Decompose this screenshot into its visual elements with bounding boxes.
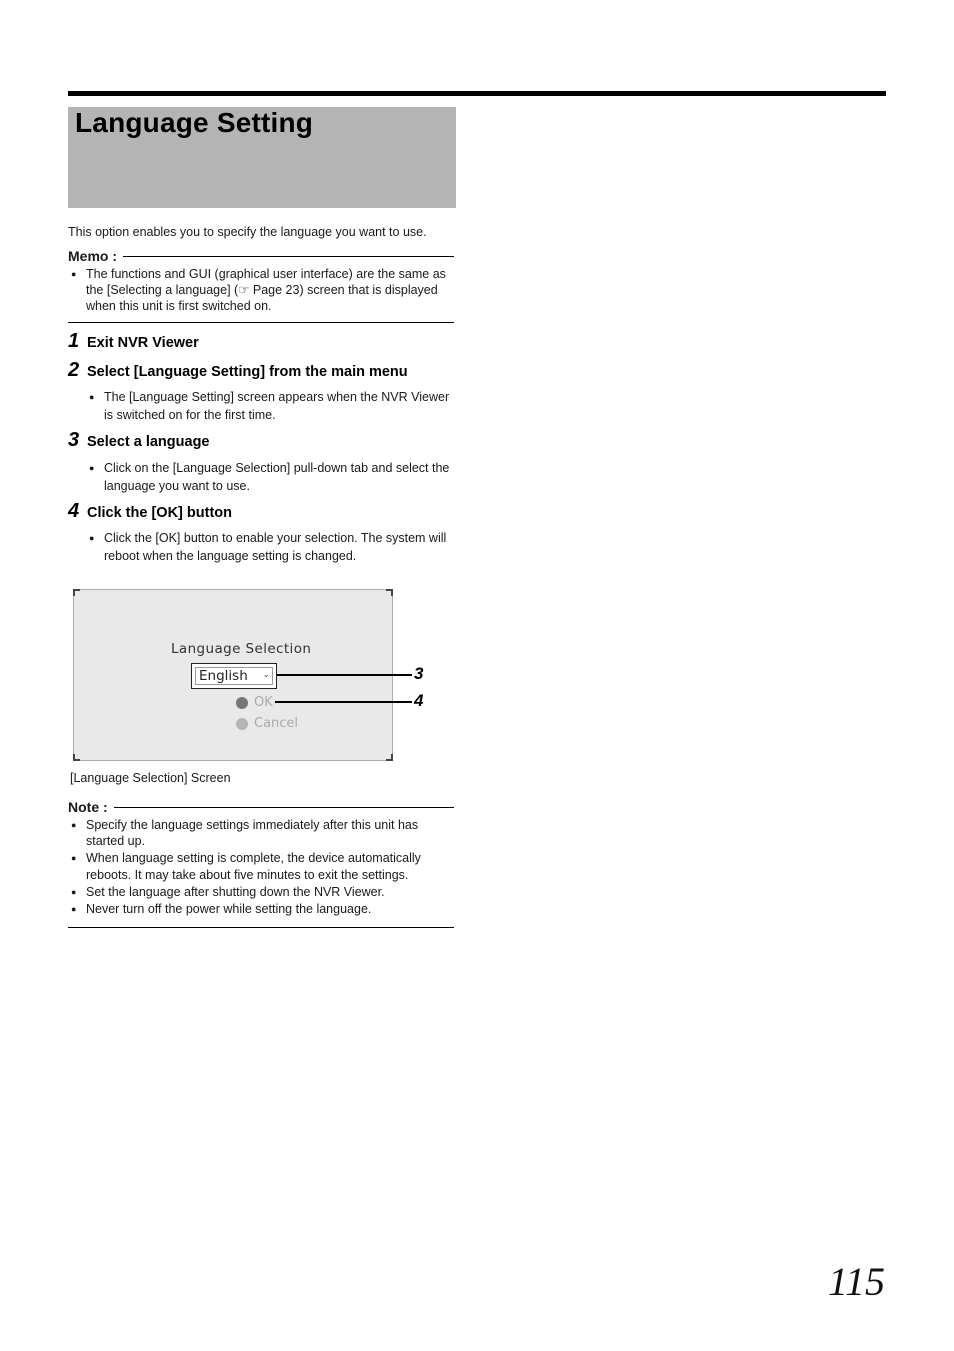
language-select-highlight bbox=[191, 663, 277, 689]
ok-label: OK bbox=[254, 695, 273, 710]
note-list bbox=[68, 817, 454, 917]
language-select-value: English bbox=[199, 668, 248, 684]
step-number: 1 bbox=[68, 330, 80, 352]
step-4-list bbox=[86, 530, 456, 565]
step-title: Click the [OK] button bbox=[87, 505, 232, 521]
note-box bbox=[68, 798, 454, 917]
cancel-label: Cancel bbox=[254, 716, 299, 731]
memo-list bbox=[68, 266, 454, 315]
note-item: ● When language setting is complete, the device automatically reboots. It may take about five minutes to exit the settings. bbox=[68, 850, 454, 882]
step-number: 4 bbox=[68, 500, 80, 522]
step-4 bbox=[68, 500, 232, 523]
memo-label: Memo : bbox=[68, 248, 117, 264]
top-rule bbox=[68, 91, 886, 96]
step-title: Select [Language Setting] from the main menu bbox=[87, 364, 408, 380]
step-4-body bbox=[86, 530, 456, 565]
step-3-body bbox=[86, 460, 456, 495]
callout-line-4 bbox=[275, 701, 412, 703]
callout-line-3 bbox=[277, 674, 412, 676]
memo-box bbox=[68, 247, 454, 315]
step-number: 3 bbox=[68, 429, 80, 451]
memo-item: ● The functions and GUI (graphical user interface) are the same as the [Selecting a language] (☞ Page 23) screen that is displayed when this unit is first switched on. bbox=[68, 266, 454, 315]
note-rule bbox=[114, 807, 454, 808]
callout-4: 4 bbox=[414, 691, 424, 710]
step-2 bbox=[68, 359, 408, 382]
radio-dot-icon bbox=[236, 718, 248, 730]
memo-rule bbox=[123, 256, 454, 257]
language-selection-label: Language Selection bbox=[171, 641, 312, 657]
step-3 bbox=[68, 429, 210, 452]
step-2-list bbox=[86, 389, 456, 424]
note-bottom-rule bbox=[68, 927, 454, 928]
step-1 bbox=[68, 330, 199, 353]
step-title: Exit NVR Viewer bbox=[87, 335, 199, 351]
radio-dot-icon bbox=[236, 697, 248, 709]
callout-3: 3 bbox=[414, 664, 424, 683]
chevron-down-icon: ⌄ bbox=[262, 669, 270, 679]
step-3-list bbox=[86, 460, 456, 495]
note-item: ● Never turn off the power while setting the language. bbox=[68, 901, 454, 917]
step-bullet: ● Click on the [Language Selection] pull-down tab and select the language you want to use. bbox=[86, 460, 456, 495]
cancel-button[interactable] bbox=[236, 716, 298, 731]
language-select[interactable] bbox=[195, 667, 273, 685]
title-box bbox=[68, 107, 456, 208]
note-item: ● Specify the language settings immediately after this unit has started up. bbox=[68, 817, 454, 849]
page-title: Language Setting bbox=[75, 107, 314, 138]
ok-button[interactable] bbox=[236, 695, 273, 710]
screen-caption: [Language Selection] Screen bbox=[70, 771, 231, 785]
memo-bottom-rule bbox=[68, 322, 454, 323]
step-2-body bbox=[86, 389, 456, 424]
step-bullet: ● The [Language Setting] screen appears when the NVR Viewer is switched on for the first time. bbox=[86, 389, 456, 424]
page-number: 115 bbox=[828, 1259, 886, 1304]
step-number: 2 bbox=[68, 359, 80, 381]
note-item: ● Set the language after shutting down the NVR Viewer. bbox=[68, 884, 454, 900]
step-bullet: ● Click the [OK] button to enable your selection. The system will reboot when the language setting is changed. bbox=[86, 530, 456, 565]
step-title: Select a language bbox=[87, 434, 210, 450]
memo-header bbox=[68, 247, 454, 265]
note-label: Note : bbox=[68, 799, 108, 815]
note-header bbox=[68, 798, 454, 816]
intro-text: This option enables you to specify the language you want to use. bbox=[68, 225, 427, 239]
